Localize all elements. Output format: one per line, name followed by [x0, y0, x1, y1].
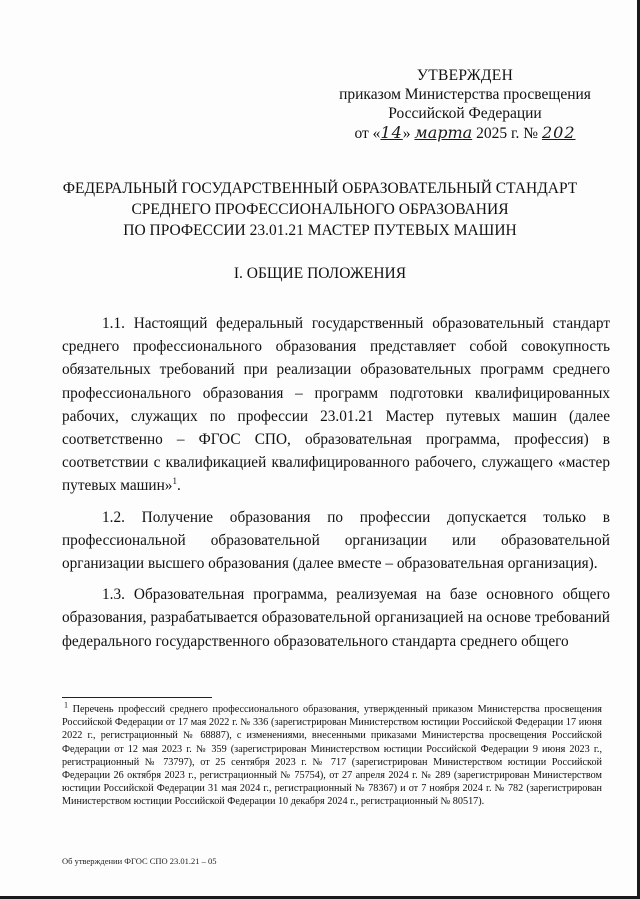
document-body: [62, 312, 610, 661]
paragraph-1-1-text: 1.1. Настоящий федеральный государственный образовательный стандарт среднего профессионального образования представляет собой совокупность обязательных требований при реализации образовательных программ среднего профессионального образования – программ подготовки квалифицированных рабочих, служащих по профессии 23.01.21 Мастер путевых машин (далее соответственно – ФГОС СПО, образовательная программа, профессия) в соответствии с квалификацией квалифицированного рабочего, служащего «мастер путевых машин»: [62, 315, 610, 495]
footnote-ref: 1: [172, 476, 177, 487]
approval-line-1: приказом Министерства просвещения: [339, 86, 591, 103]
date-prefix: от «: [354, 125, 381, 142]
paragraph-1-3: 1.3. Образовательная программа, реализуемая на базе основного общего образования, разрабатывается образовательной организацией на основе требований федерального государственного образовательного стандарта среднего общего: [62, 586, 610, 650]
footnote-mark: 1: [64, 700, 68, 710]
page-footer: Об утверждении ФГОС СПО 23.01.21 – 05: [62, 856, 217, 866]
handwritten-order-number: 202: [541, 123, 576, 142]
title-line-3: ПО ПРОФЕССИИ 23.01.21 МАСТЕР ПУТЕВЫХ МАШИН: [123, 222, 517, 239]
quote-close: »: [402, 125, 411, 142]
paragraph-1-2: 1.2. Получение образования по профессии допускается только в профессиональной образовательной организации или образовательной организации высшего образования (далее вместе – образовательная организация).: [62, 508, 610, 573]
section-heading: I. ОБЩИЕ ПОЛОЖЕНИЯ: [233, 265, 407, 282]
approval-block: [330, 66, 600, 143]
approval-date-line: [330, 123, 600, 143]
footnote-text: Перечень профессий среднего профессионального образования, утвержденный приказом Министерства просвещения Российской Федерации от 17 мая 2022 г. № 336 (зарегистрирован Министерством юстиции Российской Федерации 17 июня 2022 г., регистрационный № 68887), с изменениями, внесенными приказами Министерства просвещения Российской Федерации от 12 мая 2023 г. № 359 (зарегистрирован Министерством юстиции Российской Федерации 9 июня 2023 г., регистрационный № 73797), от 25 сентября 2023 г. № 717 (зарегистрирован Министерством юстиции Российской Федерации 26 октября 2023 г., регистрационный № 75754), от 27 апреля 2024 г. № 289 (зарегистрирован Министерством юстиции Российской Федерации 31 мая 2024 г., регистрационный № 78367) и от 7 ноября 2024 г. № 782 (зарегистрирован Министерством юстиции Российской Федерации 10 декабря 2024 г., регистрационный № 80517).: [62, 704, 602, 808]
title-line-1: ФЕДЕРАЛЬНЫЙ ГОСУДАРСТВЕННЫЙ ОБРАЗОВАТЕЛЬНЫЙ СТАНДАРТ: [62, 180, 578, 197]
approval-line-2: Российской Федерации: [388, 105, 542, 122]
handwritten-day: 14: [380, 123, 403, 142]
footnote-divider: [62, 697, 212, 698]
handwritten-month: марта: [414, 123, 473, 142]
title-line-2: СРЕДНЕГО ПРОФЕССИОНАЛЬНОГО ОБРАЗОВАНИЯ: [131, 201, 509, 218]
paragraph-1-1: [62, 312, 610, 498]
document-title: [60, 178, 580, 241]
footnote: [62, 700, 602, 809]
date-suffix: 2025 г. №: [476, 125, 539, 142]
approval-title: УТВЕРЖДЕН: [416, 67, 514, 84]
paragraph-1-1-end: .: [176, 477, 181, 495]
